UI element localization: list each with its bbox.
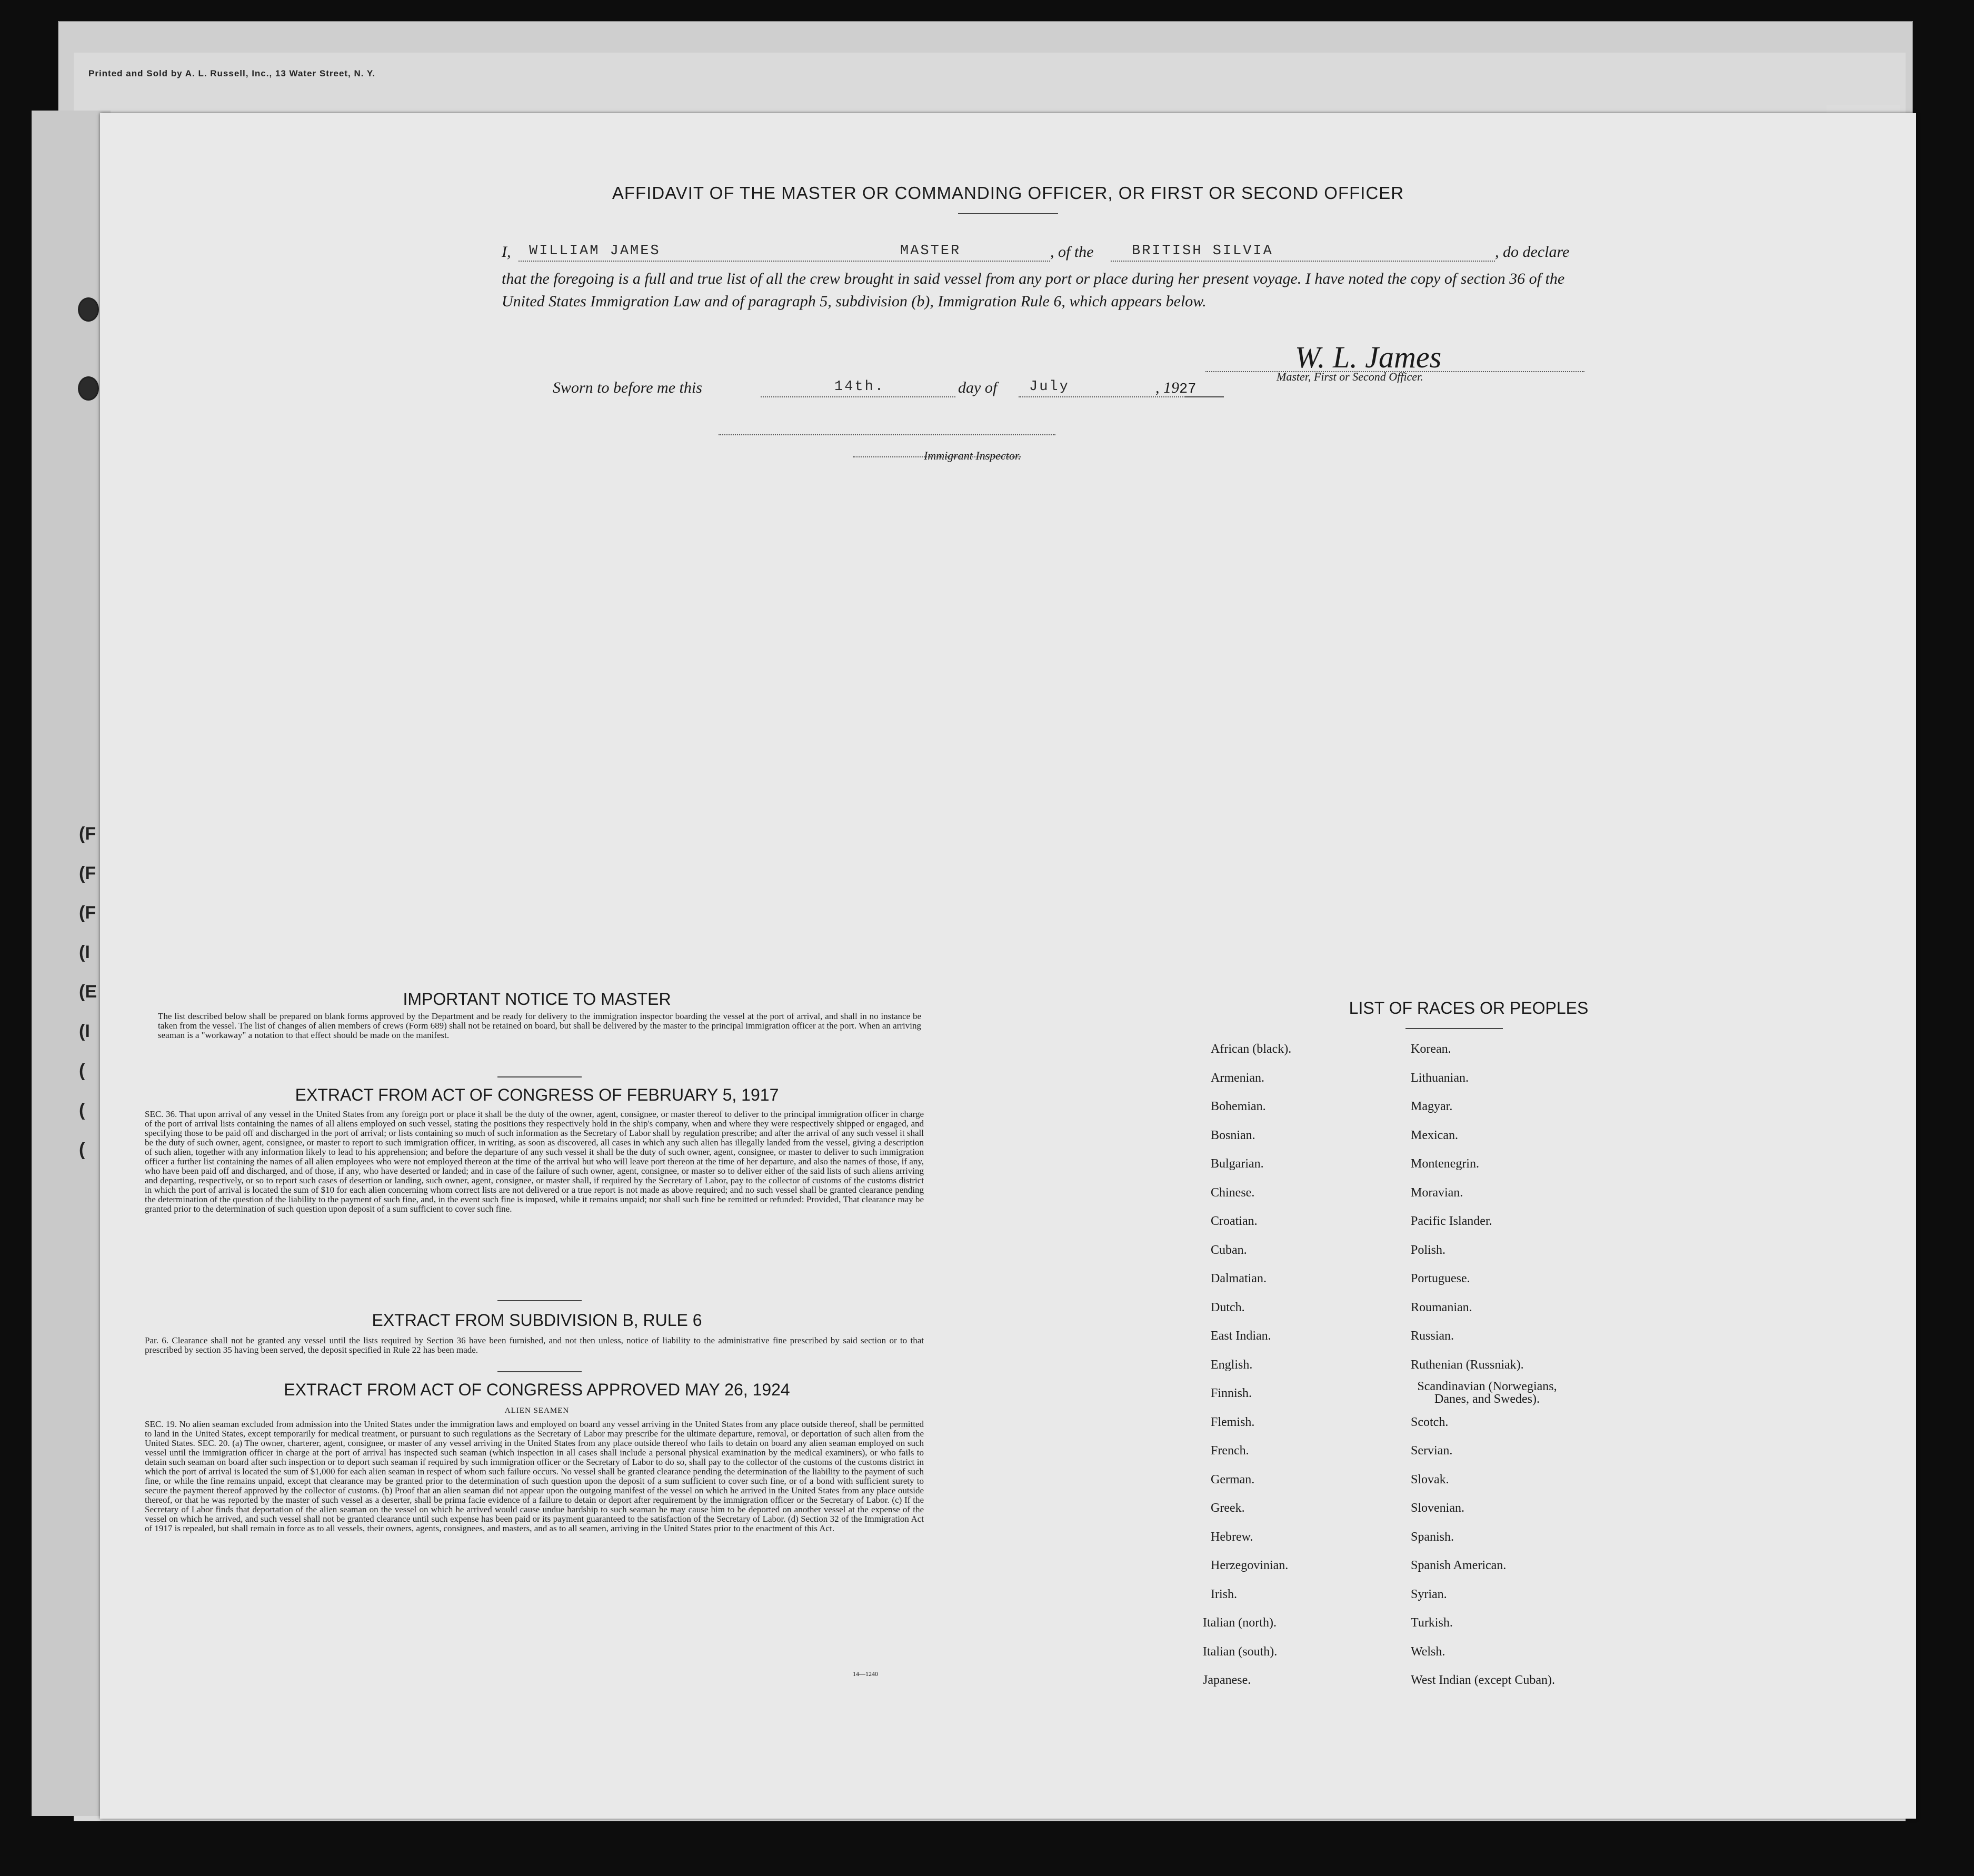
master-signature: W. L. James bbox=[1295, 340, 1442, 374]
affidavit-title: AFFIDAVIT OF THE MASTER OR COMMANDING OFFICER, OR FIRST OR SECOND OFFICER bbox=[612, 183, 1404, 203]
of-the-label: , of the bbox=[1050, 243, 1094, 261]
race-item: Slovenian. bbox=[1411, 1501, 1464, 1515]
section-rule bbox=[497, 1300, 582, 1301]
do-declare-label: , do declare bbox=[1495, 243, 1570, 261]
race-item: French. bbox=[1211, 1444, 1249, 1458]
bracket-mark: (F bbox=[79, 824, 96, 844]
race-item: Slovak. bbox=[1411, 1472, 1449, 1486]
race-item: Montenegrin. bbox=[1411, 1157, 1479, 1171]
inspector-caption: Immigrant Inspector. bbox=[924, 449, 1021, 462]
race-item: Spanish American. bbox=[1411, 1559, 1507, 1572]
races-title: LIST OF RACES OR PEOPLES bbox=[1349, 999, 1589, 1017]
punch-hole bbox=[78, 297, 99, 322]
race-item: English. bbox=[1211, 1358, 1253, 1372]
form-number: 14—1240 bbox=[853, 1670, 878, 1678]
race-item: Croatian. bbox=[1211, 1214, 1258, 1228]
race-item: Scotch. bbox=[1411, 1415, 1449, 1429]
sworn-year: 27 bbox=[1179, 382, 1197, 397]
bracket-mark: (F bbox=[79, 863, 96, 883]
race-item: Bosnian. bbox=[1211, 1128, 1255, 1142]
section-rule bbox=[497, 1371, 582, 1372]
race-item: German. bbox=[1211, 1472, 1255, 1486]
vessel-name: BRITISH SILVIA bbox=[1132, 243, 1273, 259]
notice-text: The list described below shall be prepared on blank forms approved by the Department and be ready for delivery to the immigration inspector boarding the vessel at the port of arrival, and shall in no instance be taken from the vessel. The list of changes of alien members of crews (Form 689) shall not be retained on board, but shall be delivered by the master to the principal immigration officer at the port. When an arriving seaman is a "workaway" a notation to that effect should be made on the manifest. bbox=[158, 1011, 921, 1040]
race-item: Chinese. bbox=[1211, 1185, 1255, 1200]
sworn-day: 14th. bbox=[834, 379, 885, 395]
inspector-line-upper bbox=[719, 434, 1055, 435]
bracket-mark: ( bbox=[79, 1100, 85, 1120]
race-item: Italian (north). bbox=[1203, 1616, 1277, 1630]
declaration-lead-in: I, bbox=[502, 243, 511, 261]
race-item: Greek. bbox=[1211, 1501, 1245, 1515]
race-item: Syrian. bbox=[1411, 1587, 1447, 1601]
race-item: Polish. bbox=[1411, 1243, 1446, 1257]
race-item: Ruthenian (Russniak). bbox=[1411, 1358, 1524, 1372]
signature-caption: Master, First or Second Officer. bbox=[1277, 370, 1423, 383]
race-item: African (black). bbox=[1211, 1042, 1292, 1056]
race-item: Spanish. bbox=[1411, 1530, 1454, 1544]
race-item: Scandinavian (Norwegians, Danes, and Swedes). bbox=[1417, 1380, 1557, 1406]
bracket-mark: ( bbox=[79, 1061, 85, 1081]
race-item: Armenian. bbox=[1211, 1071, 1264, 1085]
race-item: Hebrew. bbox=[1211, 1530, 1253, 1544]
bracket-mark: (I bbox=[79, 942, 90, 962]
race-item: West Indian (except Cuban). bbox=[1411, 1673, 1555, 1687]
race-item: Dalmatian. bbox=[1211, 1272, 1267, 1285]
day-line bbox=[761, 396, 955, 397]
race-item: Russian. bbox=[1411, 1329, 1454, 1343]
race-item: Roumanian. bbox=[1411, 1300, 1472, 1314]
race-item: Bulgarian. bbox=[1211, 1157, 1264, 1171]
race-item: Magyar. bbox=[1411, 1100, 1453, 1113]
race-item: Japanese. bbox=[1203, 1673, 1251, 1687]
race-item: Portuguese. bbox=[1411, 1272, 1470, 1285]
race-item: Korean. bbox=[1411, 1042, 1451, 1056]
master-rank: MASTER bbox=[900, 243, 961, 259]
bracket-mark: (E bbox=[79, 982, 97, 1002]
section-rule bbox=[497, 1076, 582, 1077]
race-item: East Indian. bbox=[1211, 1329, 1271, 1343]
vessel-line bbox=[1111, 261, 1495, 262]
race-item: Cuban. bbox=[1211, 1243, 1247, 1257]
extract-rule6-text: Par. 6. Clearance shall not be granted any vessel until the lists required by Section 36 have been furnished, and not then unless, notice of liability to the administrative fine prescribed by said section or to that prescribed by section 35 having been served, the deposit specified in Rule 22 has been made. bbox=[145, 1335, 924, 1355]
race-item: Irish. bbox=[1211, 1587, 1237, 1601]
race-item: Italian (south). bbox=[1203, 1644, 1278, 1659]
race-item: Dutch. bbox=[1211, 1300, 1245, 1314]
race-item: Pacific Islander. bbox=[1411, 1214, 1492, 1228]
year-line bbox=[1184, 396, 1224, 397]
races-rule bbox=[1405, 1028, 1503, 1029]
notice-title: IMPORTANT NOTICE TO MASTER bbox=[403, 990, 671, 1009]
extract-1924-title: EXTRACT FROM ACT OF CONGRESS APPROVED MAY 26, 1924 bbox=[284, 1380, 790, 1399]
extract-1917-text: SEC. 36. That upon arrival of any vessel in the United States from any foreign port or place it shall be the duty of the owner, agent, consignee, or master thereof to deliver to the principal immigration officer in charge of the port of arrival lists containing the names of all aliens employed on such vessel, stating the positions they respectively hold in the ship's company, when and where they were respectively shipped or engaged, and specifying those to be paid off and discharged in the port of arrival; or lists containing so much of such information as the Secretary of Labor shall by regulation prescribe; and after the arrival of any such vessel it shall be the duty of such owner, agent, consignee, or master to report to such immigration officer, in writing, as soon as discovered, all cases in which any such alien has illegally landed from the vessel, giving a description of such alien, together with any information likely to lead to his apprehension; and before the departure of any such vessel it shall be the duty of such owner, agent, consignee, or master to deliver to such immigration officer a further list containing the names of all alien employees who were not employed thereon at the time of the arrival but who will leave port thereon at the time of her departure, and also the names of those, if any, who have been paid off and discharged, and of those, if any, who have deserted or landed; and in case of the failure of such owner, agent, consignee, or master so to deliver either of the said lists of such aliens arriving and departing, respectively, or so to report such cases of desertion or landing, such owner, agent, consignee, or master shall, if required by the Secretary of Labor, pay to the collector of customs of the customs district in which the port of arrival is located the sum of $10 for each alien concerning whom correct lists are not delivered or a true report is not made as above required; and no such vessel shall be granted clearance pending the determination of the question of the liability to the payment of such fine, and, in the event such fine is imposed, while it remains unpaid; nor shall such fine be remitted or refunded: Provided, That clearance may be granted prior to the determination of such question upon deposit of a sum sufficient to cover such fine. bbox=[145, 1109, 924, 1214]
race-item: Herzegovinian. bbox=[1211, 1559, 1289, 1572]
sworn-month: July bbox=[1029, 379, 1070, 395]
race-item: Turkish. bbox=[1411, 1616, 1453, 1630]
race-item: Welsh. bbox=[1411, 1644, 1445, 1659]
left-sheet-strip bbox=[32, 111, 111, 1816]
race-item: Lithuanian. bbox=[1411, 1071, 1469, 1085]
affidavit-page bbox=[100, 113, 1916, 1819]
extract-rule6-title: EXTRACT FROM SUBDIVISION B, RULE 6 bbox=[372, 1311, 702, 1330]
printer-line: Printed and Sold by A. L. Russell, Inc., 13 Water Street, N. Y. bbox=[88, 68, 376, 78]
bracket-mark: (F bbox=[79, 903, 96, 923]
race-item: Mexican. bbox=[1411, 1128, 1458, 1142]
race-item: Bohemian. bbox=[1211, 1100, 1266, 1113]
title-rule bbox=[958, 213, 1058, 214]
name-line bbox=[519, 261, 1050, 262]
year-label bbox=[1155, 379, 1196, 397]
extract-1924-text: SEC. 19. No alien seaman excluded from admission into the United States under the immigration laws and employed on board any vessel arriving in the United States from any place outside thereof, shall be permitted to land in the United States, except temporarily for medical treatment, or pursuant to such regulations as the Secretary of Labor may prescribe for the ultimate departure, removal, or deportation of such alien from the United States. SEC. 20. (a) The owner, charterer, agent, consignee, or master of any vessel arriving in the United States from any place outside thereof who fails to detain on board any alien seaman employed on such vessel until the immigration officer in charge at the port of arrival has inspected such seaman (which inspection in all cases shall include a personal physical examination by the medical examiners), or who fails to detain such seaman on board after such inspection or to deport such seaman if required by such immigration officer or the Secretary of Labor to do so, shall pay to the collector of the customs of the customs district in which the port of arrival is located the sum of $1,000 for each alien seaman in respect of whom such failure occurs. No vessel shall be granted clearance pending the determination of the liability to the payment of such fine, or while the fine remains unpaid, except that clearance may be granted prior to the determination of such question upon the deposit of a sum sufficient to cover such fine, or of a bond with sufficient surety to secure the payment thereof approved by the collector of customs. (b) Proof that an alien seaman did not appear upon the outgoing manifest of the vessel on which he arrived in the United States from any place outside thereof, or that he was reported by the master of such vessel as a deserter, shall be prima facie evidence of a failure to detain or deport after requirement by the immigration officer or the Secretary of Labor. (c) If the Secretary of Labor finds that deportation of the alien seaman on the vessel on which he arrived would cause undue hardship to such seaman he may cause him to be deported on another vessel at the expense of the vessel on which he arrived, and such vessel shall not be granted clearance until such expense has been paid or its payment guaranteed to the satisfaction of the Secretary of Labor. (d) Section 32 of the Immigration Act of 1917 is repealed, but shall remain in force as to all vessels, their owners, agents, consignees, and masters, and as to all seamen, arriving in the United States prior to the enactment of this Act. bbox=[145, 1419, 924, 1533]
race-item: Flemish. bbox=[1211, 1415, 1255, 1429]
master-name: WILLIAM JAMES bbox=[529, 243, 661, 259]
year-prefix: , 19 bbox=[1155, 379, 1179, 396]
race-item: Moravian. bbox=[1411, 1185, 1463, 1200]
day-of-label: day of bbox=[958, 379, 998, 396]
race-item: Servian. bbox=[1411, 1444, 1453, 1458]
race-item: Finnish. bbox=[1211, 1386, 1252, 1400]
bracket-mark: (I bbox=[79, 1021, 90, 1041]
sworn-label: Sworn to before me this bbox=[553, 379, 702, 396]
affidavit-body: that the foregoing is a full and true list of all the crew brought in said vessel from any port or place during her present voyage. I have noted the copy of section 36 of the United States Immigration Law and of paragraph 5, subdivision (b), Immigration Rule 6, which appears below. bbox=[502, 270, 1565, 310]
extract-1917-title: EXTRACT FROM ACT OF CONGRESS OF FEBRUARY 5, 1917 bbox=[295, 1085, 779, 1104]
punch-hole bbox=[78, 376, 99, 401]
extract-1924-subtitle: ALIEN SEAMEN bbox=[504, 1406, 570, 1415]
bracket-mark: ( bbox=[79, 1140, 85, 1160]
